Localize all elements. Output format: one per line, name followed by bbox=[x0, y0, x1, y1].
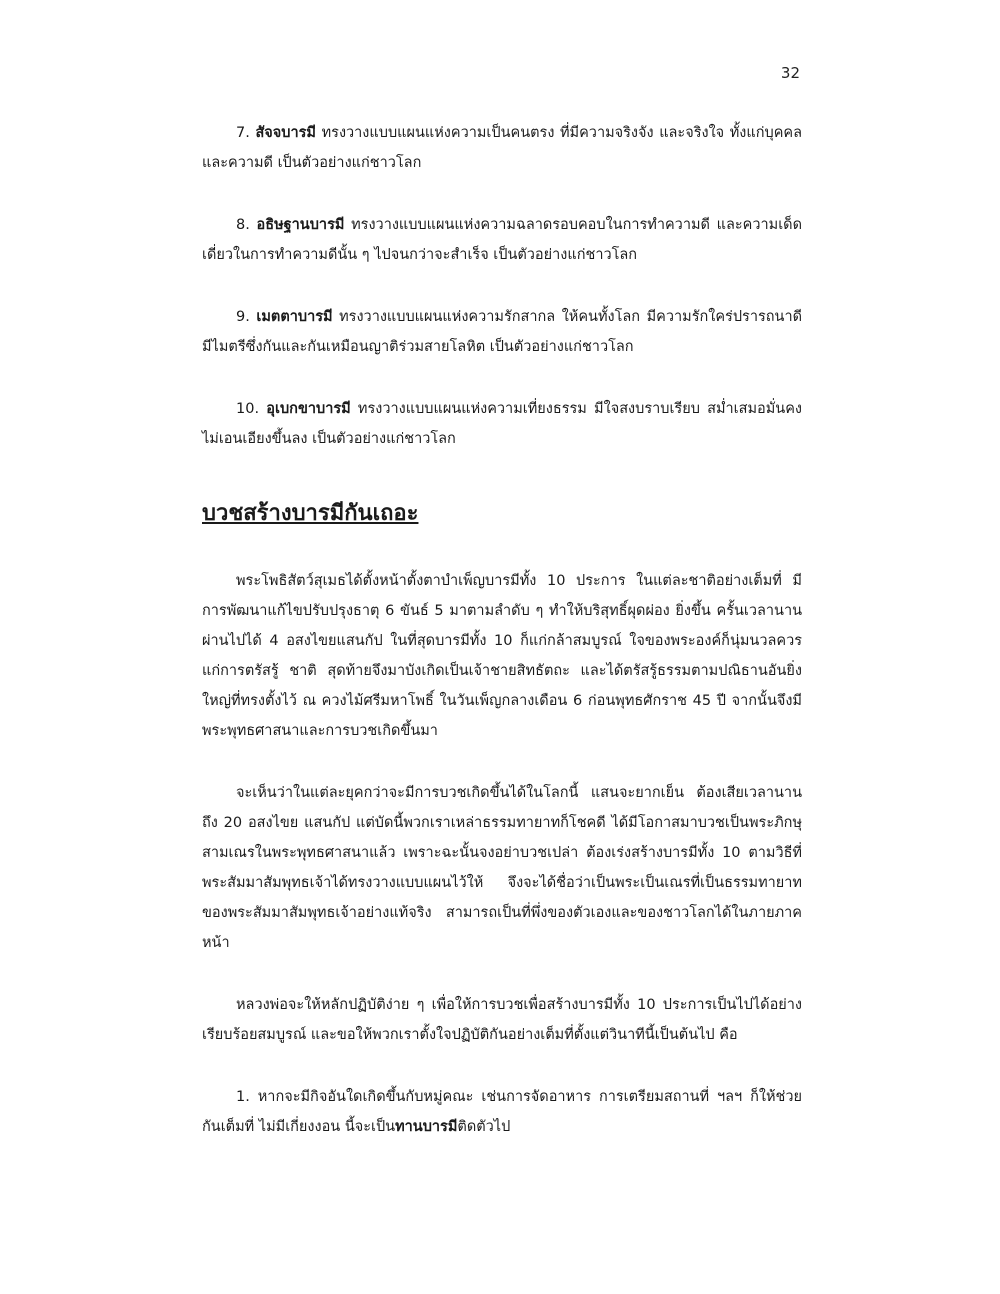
body-paragraph-4 bbox=[202, 1082, 802, 1142]
page-number: 32 bbox=[780, 64, 800, 82]
parami-item-10 bbox=[202, 394, 802, 454]
parami-text: ทรงวางแบบแผนแห่งความเป็นคนตรง ที่มีความจริงจัง และจริงใจ ทั้งแก่บุคคลและความดี เป็นตัวอย่างแก่ชาวโลก bbox=[202, 125, 803, 171]
parami-name: อธิษฐานบารมี bbox=[256, 217, 345, 233]
parami-number: 8. bbox=[236, 217, 250, 233]
parami-text: ทรงวางแบบแผนแห่งความรักสากล ให้คนทั้งโลก มีความรักใคร่ปรารถนาดี มีไมตรีซึ่งกันและกันเหมือนญาติร่วมสายโลหิต เป็นตัวอย่างแก่ชาวโลก bbox=[202, 309, 803, 355]
paragraph-text: 1. หากจะมีกิจอันใดเกิดขึ้นกับหมู่คณะ เช่นการจัดอาหาร การเตรียมสถานที่ ฯลฯ ก็ให้ช่วยกันเต็มที่ ไม่มีเกี่ยงงอน นี้จะเป็น bbox=[202, 1089, 802, 1135]
parami-name: สัจจบารมี bbox=[255, 125, 316, 141]
parami-number: 9. bbox=[236, 309, 250, 325]
section-heading: บวชสร้างบารมีกันเถอะ bbox=[202, 501, 419, 526]
emphasis-term: ทานบารมี bbox=[395, 1119, 458, 1135]
page-body bbox=[202, 118, 802, 1142]
parami-item-7 bbox=[202, 118, 802, 178]
parami-name: อุเบกขาบารมี bbox=[266, 401, 351, 417]
body-paragraph-3: หลวงพ่อจะให้หลักปฏิบัติง่าย ๆ เพื่อให้การบวชเพื่อสร้างบารมีทั้ง 10 ประการเป็นไปได้อย่างเรียบร้อยสมบูรณ์ และขอให้พวกเราตั้งใจปฏิบัติกันอย่างเต็มที่ตั้งแต่วินาทีนี้เป็นต้นไป คือ bbox=[202, 997, 802, 1043]
parami-name: เมตตาบารมี bbox=[256, 309, 333, 325]
body-paragraph-1: พระโพธิสัตว์สุเมธได้ตั้งหน้าตั้งตาบำเพ็ญบารมีทั้ง 10 ประการ ในแต่ละชาติอย่างเต็มที่ มีการพัฒนาแก้ไขปรับปรุงธาตุ 6 ขันธ์ 5 มาตามลำดับ ๆ ทำให้บริสุทธิ์ผุดผ่อง ยิ่งขึ้น ครั้นเวลานานผ่านไปได้ 4 อสงไขยแสนกัป ในที่สุดบารมีทั้ง 10 ก็แก่กล้าสมบูรณ์ ใจของพระองค์ก็นุ่มนวลควรแก่การตรัสรู้ ชาติ สุดท้ายจึงมาบังเกิดเป็นเจ้าชายสิทธัตถะ และได้ตรัสรู้ธรรมตามปณิธานอันยิ่งใหญ่ที่ทรงตั้งไว้ ณ ควงไม้ศรีมหาโพธิ์ ในวันเพ็ญกลางเดือน 6 ก่อนพุทธศักราช 45 ปี จากนั้นจึงมีพระพุทธศาสนาและการบวชเกิดขึ้นมา bbox=[202, 573, 802, 739]
paragraph-text: ติดตัวไป bbox=[457, 1119, 511, 1135]
parami-number: 7. bbox=[236, 125, 250, 141]
parami-item-9 bbox=[202, 302, 802, 362]
body-paragraph-2: จะเห็นว่าในแต่ละยุคกว่าจะมีการบวชเกิดขึ้นได้ในโลกนี้ แสนจะยากเย็น ต้องเสียเวลานานถึง 20 อสงไขย แสนกัป แต่บัดนี้พวกเราเหล่าธรรมทายาทก็โชคดี ได้มีโอกาสมาบวชเป็นพระภิกษุสามเณรในพระพุทธศาสนาแล้ว เพราะฉะนั้นจงอย่าบวชเปล่า ต้องเร่งสร้างบารมีทั้ง 10 ตามวิธีที่พระสัมมาสัมพุทธเจ้าได้ทรงวางแบบแผนไว้ให้ จึงจะได้ชื่อว่าเป็นพระเป็นเณรที่เป็นธรรมทายาทของพระสัมมาสัมพุทธเจ้าอย่างแท้จริง สามารถเป็นที่พึ่งของตัวเองและของชาวโลกได้ในภายภาคหน้า bbox=[202, 785, 802, 951]
parami-item-8 bbox=[202, 210, 802, 270]
parami-text: ทรงวางแบบแผนแห่งความฉลาดรอบคอบในการทำความดี และความเด็ดเดี่ยวในการทำความดีนั้น ๆ ไปจนกว่าจะสำเร็จ เป็นตัวอย่างแก่ชาวโลก bbox=[202, 217, 802, 263]
parami-text: ทรงวางแบบแผนแห่งความเที่ยงธรรม มีใจสงบราบเรียบ สม่ำเสมอมั่นคง ไม่เอนเอียงขึ้นลง เป็นตัวอย่างแก่ชาวโลก bbox=[202, 401, 803, 447]
parami-number: 10. bbox=[236, 401, 260, 417]
